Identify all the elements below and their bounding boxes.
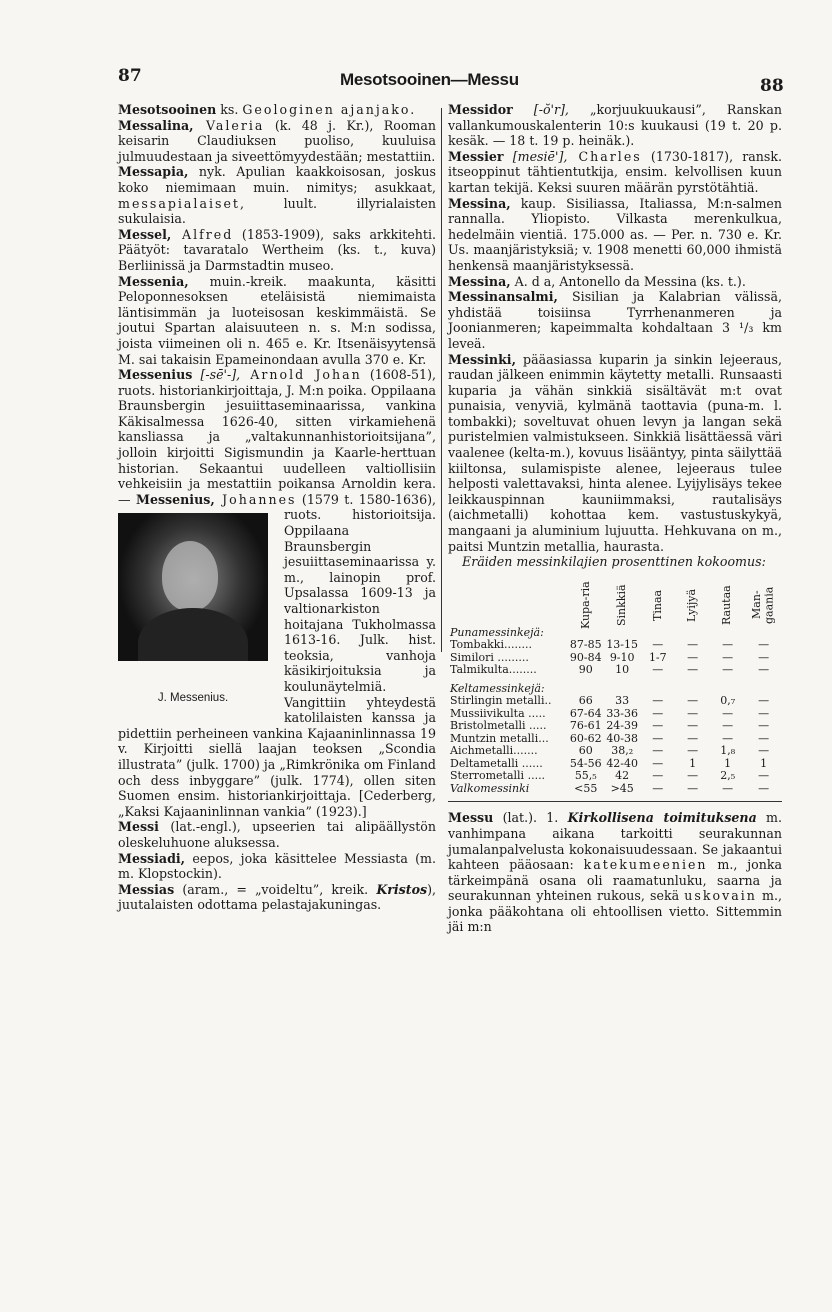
- table-cell: —: [687, 663, 699, 677]
- alloy-name: Sterrometalli .....: [450, 769, 546, 783]
- table-cell: 42: [615, 769, 630, 783]
- table-cell: —: [652, 719, 664, 733]
- table-cell: —: [687, 650, 699, 664]
- entry-text: Valeria: [193, 117, 265, 133]
- entry-messina-city: [448, 196, 782, 274]
- table-cell: 33-36: [606, 706, 639, 720]
- table-cell: —: [687, 719, 699, 733]
- table-cell: 90-84: [569, 650, 602, 664]
- entry-text: pääasiassa kuparin ja sinkin lejeeraus, raudan jälkeen enimmin käytetty metalli. Runsaasti kuparia ja vähän sinkkiä sisältävät m:t ovat punaisia, venyviä, kylmänä taottavia (puna-m. l. tombakki); soveltuvat ohuen levyn ja langan sekä puristelmien valmistukseen. Sinkkiä lisättäessä väri vaalenee (kelta-m.), kovuus lisääntyy, pinta säilyttää kiiltonsa, sulamispiste alenee, lejeeraus tulee helposti valettavaksi, hinta alenee. Lyijylisäys tekee leikkauspinnan kauniimmaksi, rautalisäys (aichmetalli) kohottaa kem. vastustuskykyä, mangaani ja aluminium lujuutta. Hehkuvana on m., paitsi Muntzin metallia, haurasta.: [448, 351, 782, 554]
- column-header: Lyijyä: [685, 588, 699, 622]
- entry-text: Kirkollisena toimituksena: [567, 810, 757, 826]
- right-column: [448, 102, 782, 935]
- entry-text: Charles: [567, 148, 642, 164]
- table-cell: —: [758, 731, 770, 745]
- table-cell: —: [652, 769, 664, 783]
- portrait-image: [118, 513, 268, 661]
- table-cell: 1: [760, 756, 768, 770]
- table-cell: —: [722, 731, 734, 745]
- headword: Messidor: [448, 102, 513, 117]
- entry-text: A. d a, Antonello da Messina (ks. t.).: [510, 273, 746, 289]
- table-row: [448, 770, 782, 783]
- table-cell: 90: [578, 663, 593, 677]
- table-header-row: [448, 574, 782, 640]
- table-cell: 0,₇: [720, 694, 736, 708]
- column-header: Kupa-ria: [578, 580, 592, 629]
- table-cell: 9-10: [609, 650, 635, 664]
- headword: Mesotsooinen: [118, 102, 217, 117]
- table-row: [448, 639, 782, 652]
- alloy-name: Mussiivikulta .....: [450, 706, 546, 720]
- table-cell: 76-61: [569, 719, 602, 733]
- table-cell: —: [687, 769, 699, 783]
- table-cell: —: [722, 781, 734, 795]
- headword: Messi: [118, 819, 159, 835]
- headword: Messenius,: [136, 491, 215, 507]
- table-cell: —: [652, 744, 664, 758]
- table-cell: 40-38: [606, 731, 639, 745]
- table-cell: —: [652, 706, 664, 720]
- entry-messapia: [118, 164, 436, 226]
- portrait-caption: J. Messenius.: [157, 692, 229, 705]
- running-head: Mesotsooinen—Messu: [340, 70, 519, 89]
- table-row: [448, 783, 782, 796]
- table-row: [448, 664, 782, 677]
- entry-text: (lat.-engl.), upseerien tai alipäällystön oleskeluhuone aluksessa.: [118, 819, 436, 850]
- table-cell: —: [687, 694, 699, 708]
- entry-text: (k. 48 j. Kr.), Rooman keisarin Claudiuksen puoliso, kuuluisa julmuudestaan ja siveettömyydestään; mestattiin.: [118, 117, 436, 164]
- table-cell: —: [687, 744, 699, 758]
- entry-text: (1853-1909), saks arkkitehti. Päätyöt: tavaratalo Wertheim (ks. t., kuva) Berliinissä ja Darmstadtin museo.: [118, 226, 437, 273]
- pronunciation: [mesiē'],: [503, 148, 568, 164]
- table-cell: —: [758, 663, 770, 677]
- entry-text: (1579 t. 1580-1636), ruots. historioitsija. Oppilaana Braunsbergin jesuiittaseminaarissa y. m., lainopin prof. Upsalassa 1609-13 ja valtionarkiston hoitajana Tukholmassa 1613-16. Julk. hist. teoksia, vanhoja käsikirjoituksia ja koulunäytelmiä. Vangittiin yhteydestä katolilaisten kanssa ja pidettiin perheineen vankina Kajaaninlinnassa 19 v. Kirjoitti siellä laajan teoksen „Scondia illustrata” (julk. 1700) ja „Rimkrönika om Finland och dess inbyggare” (julk. 1774), ollen siten Suomen ensim. historiankirjoittaja. [Cederberg, „Kaksi Kajaaninlinnan vankia” (1923).]: [118, 491, 436, 819]
- table-cell: 10: [615, 663, 630, 677]
- headword: Messinansalmi,: [448, 289, 558, 305]
- portrait-figure: [118, 511, 276, 723]
- entry-text: Johannes: [214, 491, 297, 507]
- entry-messalina: [118, 118, 436, 165]
- entry-text: messapialaiset: [118, 195, 240, 211]
- table-cell: 42-40: [606, 756, 639, 770]
- entry-text: (1730-1817), ransk. itseoppinut tähtientutkija, ensim. kelvollisen kuun kartan tekijä. Keksi suuren määrän pyrstötähtiä.: [448, 148, 782, 195]
- pronunciation: [-ŏ'r],: [512, 102, 569, 117]
- section-label: Keltamessinkejä:: [450, 681, 545, 695]
- entry-mesotsooinen: [118, 102, 436, 118]
- headword: Messu: [448, 810, 494, 826]
- table-cell: 1,₈: [720, 744, 736, 758]
- table-cell: 2,₅: [720, 769, 736, 783]
- alloy-name: Talmikulta........: [450, 663, 537, 677]
- table-cell: 33: [615, 694, 630, 708]
- entry-text: nyk. Apulian kaakkoisosan, joskus koko niemimaan muin. nimitys; asukkaat,: [118, 164, 436, 195]
- page-number-right: 88: [760, 76, 784, 96]
- entry-messier: [448, 149, 782, 196]
- headword: Messiadi,: [118, 850, 186, 866]
- column-header: Rautaa: [720, 584, 734, 625]
- table-rule: [448, 801, 782, 802]
- entry-messinki: [448, 352, 782, 555]
- table-cell: —: [652, 781, 664, 795]
- table-cell: 38,₂: [611, 744, 634, 758]
- entry-text: Alfred: [171, 226, 234, 242]
- entry-messu: [448, 810, 782, 935]
- entry-text: kaup. Sisiliassa, Italiassa, M:n-salmen rannalla. Yliopisto. Vilkasta merenkulkua, hedelmäin vientiä. 175.000 as. — Per. n. 730 e. Kr. Us. maanjäristyksiä; v. 1908 menetti 60,000 ihmistä henkensä maanjäristyksessä.: [448, 195, 782, 273]
- table-cell: 54-56: [569, 756, 602, 770]
- entry-text: Sisilian ja Kalabrian välissä, yhdistää toisiinsa Tyrrhenanmeren ja Joonianmeren; kapeimmalta kohdaltaan 3 ¹/₃ km leveä.: [448, 289, 782, 351]
- entry-text: eepos, joka käsittelee Messiasta (m. m. Klopstockin).: [118, 850, 436, 882]
- alloy-name: Deltametalli ......: [450, 756, 543, 770]
- alloy-name: Aichmetalli.......: [450, 744, 538, 758]
- table-row: [448, 745, 782, 758]
- table-cell: —: [652, 731, 664, 745]
- headword: Messapia,: [118, 164, 189, 180]
- alloy-name: Stirlingin metalli..: [450, 694, 552, 708]
- entry-text: , luult. illyrialaisten sukulaisia.: [118, 195, 436, 227]
- entry-messidor: [448, 102, 782, 149]
- column-header: Tinaa: [650, 589, 664, 621]
- entry-text: ), juutalaisten odottama pelastajakuningas.: [118, 881, 436, 913]
- entry-text: Geologinen ajanjako.: [242, 102, 417, 117]
- table-row: [448, 720, 782, 733]
- alloy-name: Bristolmetalli .....: [450, 719, 547, 733]
- entry-text: katekumeenien: [583, 857, 708, 873]
- page-number-left: 87: [118, 66, 142, 86]
- table-cell: 24-39: [606, 719, 639, 733]
- table-cell: —: [722, 706, 734, 720]
- entry-text: „korjuukuukausi”, Ranskan vallankumouskalenterin 10:s kuukausi (19 t. 20 p. kesäk. — 18 t. 19 p. heinäk.).: [448, 102, 782, 149]
- entry-messina-antonello: [448, 274, 782, 290]
- entry-messinansalmi: [448, 289, 782, 351]
- table-cell: —: [652, 694, 664, 708]
- table-cell: —: [722, 638, 734, 652]
- entry-text: (1608-51), ruots. historiankirjoittaja, J. M:n poika. Oppilaana Braunsbergin jesuiittaseminaarissa, vankina Käkisalmessa 1626-40, sitten virkamiehenä kansliassa ja „valtakunnanhistorioitsijana”, jolloin kirjoitti Sigismundin ja Kaarle-herttuan historian. Sekaantui uudelleen valtiollisiin vehkeisiin ja mestattiin poikansa Arnoldin kera. —: [118, 367, 436, 507]
- alloy-name: Muntzin metalli...: [450, 731, 549, 745]
- headword: Messenia,: [118, 273, 189, 289]
- entry-text: m., jonka tärkeimpänä osana oli raamatunluku, saarna ja seurakunnan yhteinen rukous, sekä: [448, 857, 782, 904]
- table-cell: —: [652, 756, 664, 770]
- table-cell: —: [758, 744, 770, 758]
- column-divider: [441, 108, 442, 652]
- section-label: Punamessinkejä:: [450, 625, 544, 639]
- table-cell: —: [758, 650, 770, 664]
- table-cell: 55,₅: [574, 769, 597, 783]
- entry-text: (lat.). 1.: [493, 810, 568, 826]
- table-cell: 13-15: [606, 638, 639, 652]
- entry-messenius: [118, 367, 436, 819]
- table-cell: —: [758, 694, 770, 708]
- column-header: Sinkkiä: [614, 584, 628, 626]
- headword: Messina,: [448, 195, 511, 211]
- alloy-name: Valkomessinki: [450, 781, 530, 795]
- entry-text: ks.: [216, 102, 243, 117]
- entry-messel: [118, 227, 436, 274]
- entry-text: muin.-kreik. maakunta, käsitti Peloponnesoksen eteläisistä niemimaista läntisimmän ja luoteisosan keskimmäistä. Se joutui Spartan alaisuuteen n. s. M:n sodissa, joista viimeinen oli n. 465 e. Kr. Itsenäisyytensä M. sai takaisin Epameinondaan avulla 370 e. Kr.: [118, 273, 436, 367]
- table-cell: —: [722, 663, 734, 677]
- table-cell: 1-7: [648, 650, 667, 664]
- table-cell: —: [687, 781, 699, 795]
- headword: Messier: [448, 148, 504, 164]
- table-cell: —: [758, 706, 770, 720]
- alloy-table: [448, 574, 782, 796]
- table-cell: 87-85: [569, 638, 602, 652]
- headword: Messel,: [118, 226, 172, 242]
- table-cell: 60: [578, 744, 593, 758]
- entry-text: uskovain: [684, 888, 757, 904]
- table-cell: 60-62: [569, 731, 602, 745]
- headword: Messina,: [448, 273, 511, 289]
- table-cell: —: [722, 650, 734, 664]
- table-cell: —: [722, 719, 734, 733]
- table-cell: —: [687, 706, 699, 720]
- table-cell: —: [652, 638, 664, 652]
- table-cell: —: [758, 781, 770, 795]
- entry-messias: [118, 882, 436, 913]
- pronunciation: [-sē'-],: [192, 367, 241, 383]
- table-cell: 66: [578, 694, 593, 708]
- table-cell: 1: [724, 756, 732, 770]
- headword: Messalina,: [118, 117, 194, 133]
- table-cell: —: [687, 731, 699, 745]
- entry-messenia: [118, 274, 436, 368]
- entry-messi: [118, 819, 436, 850]
- alloy-name: Tombakki........: [450, 638, 532, 652]
- table-cell: —: [687, 638, 699, 652]
- headword: Messias: [118, 881, 175, 897]
- table-cell: —: [758, 638, 770, 652]
- entry-messiadi: [118, 851, 436, 882]
- headword: Messenius: [118, 367, 193, 383]
- headword: Messinki,: [448, 351, 516, 367]
- table-cell: —: [652, 663, 664, 677]
- table-title: Eräiden messinkilajien prosenttinen kokoomus:: [462, 554, 766, 570]
- entry-text: Kristos: [376, 881, 428, 897]
- column-header: Man-gaania: [750, 586, 776, 624]
- entry-text: m. vanhimpana aikana tarkoitti seurakunnan jumalanpalvelusta kokonaisuudessaan. Se jakaantui kahteen pääosaan:: [448, 810, 782, 873]
- table-cell: —: [758, 719, 770, 733]
- table-cell: 1: [689, 756, 697, 770]
- table-cell: —: [758, 769, 770, 783]
- left-column: [118, 102, 436, 913]
- table-cell: >45: [610, 781, 634, 795]
- alloy-name: Similori .........: [450, 650, 529, 664]
- entry-text: m., jonka pääkohtana oli ehtoollisen vietto. Sittemmin jäi m:n: [448, 888, 782, 935]
- table-cell: 67-64: [569, 706, 602, 720]
- entry-text: (aram., = „voideltu”, kreik.: [174, 881, 377, 897]
- table-cell: <55: [574, 781, 598, 795]
- table-row: [448, 695, 782, 708]
- entry-text: Arnold Johan: [240, 367, 362, 383]
